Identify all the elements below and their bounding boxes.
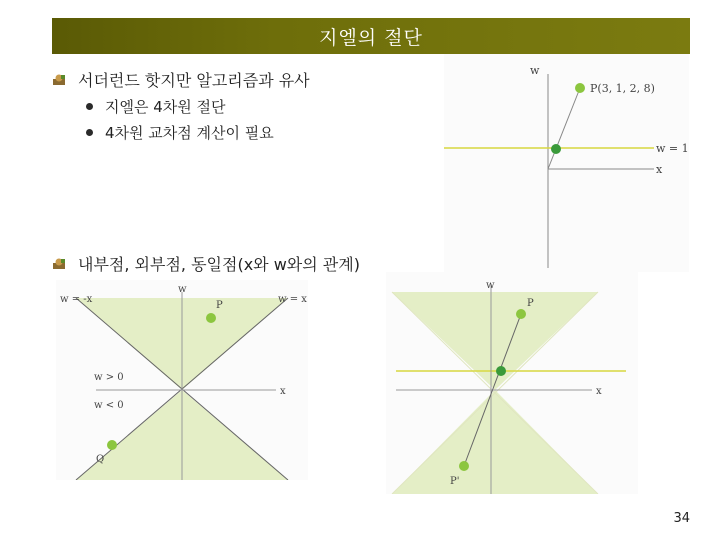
point-intersection [496, 366, 506, 376]
sub-bullet-text: 지엘은 4차원 절단 [105, 98, 226, 116]
bullet-text: 내부점, 외부점, 동일점(x와 w와의 관계) [78, 255, 360, 274]
slide-title: 지엘의 절단 [319, 26, 423, 49]
sub-bullet-item [86, 96, 226, 117]
x-axis-label: x [280, 386, 286, 397]
label-w-eq-neg-x: w = -x [60, 294, 93, 305]
point-p [575, 83, 585, 93]
figure-regions [56, 280, 308, 480]
point-p-prime-label: P' [450, 476, 460, 487]
sub-bullet-dot [86, 129, 93, 136]
w-axis-label: w [486, 280, 495, 291]
w-axis-label: w [178, 284, 187, 295]
bullet-item [52, 252, 360, 275]
figure-clip-space [386, 272, 638, 494]
label-w-eq-x: w = x [278, 294, 307, 305]
sub-bullet-text: 4차원 교차점 계산이 필요 [105, 124, 274, 142]
point-p-label: P [527, 298, 534, 309]
bullet-item [52, 68, 310, 91]
point-p-label: P(3, 1, 2, 8) [590, 82, 655, 95]
x-axis-label: x [656, 163, 663, 176]
sub-bullet-dot [86, 103, 93, 110]
point-q [107, 440, 117, 450]
page-number: 34 [673, 511, 690, 526]
figure-w1-plane [444, 54, 689, 272]
point-q-label: Q [96, 454, 105, 465]
point-p [206, 313, 216, 323]
label-w-lt-0: w < 0 [94, 400, 124, 411]
point-intersection [551, 144, 561, 154]
point-p-label: P [216, 300, 223, 311]
point-p-prime [459, 461, 469, 471]
bullet-marker-icon [52, 257, 68, 271]
w-axis-label: w [530, 64, 540, 77]
title-bar [52, 18, 690, 54]
bullet-text: 서더런드 핫지만 알고리즘과 유사 [78, 71, 310, 90]
w1-line-label: w = 1 [656, 142, 689, 155]
sub-bullet-item [86, 122, 274, 143]
point-p [516, 309, 526, 319]
label-w-gt-0: w > 0 [94, 372, 124, 383]
bullet-marker-icon [52, 73, 68, 87]
x-axis-label: x [596, 386, 602, 397]
